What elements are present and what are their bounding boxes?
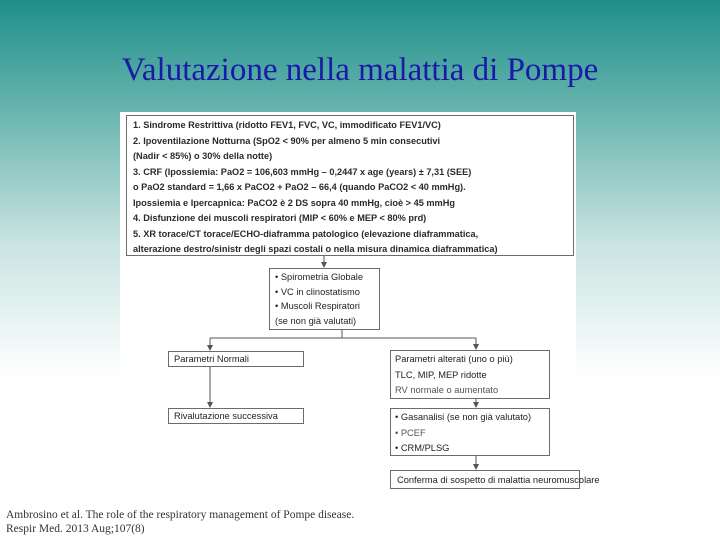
reevaluation-box — [168, 408, 304, 424]
criteria-line: 5. XR torace/CT torace/ECHO-diaframma patologico (elevazione diaframmatica, — [133, 228, 479, 239]
citation-line: Ambrosino et al. The role of the respiratory management of Pompe disease. — [6, 509, 355, 521]
confirmation-box — [390, 470, 600, 489]
criteria-line: Ipossiemia e Ipercapnica: PaCO2 è 2 DS sopra 40 mmHg, cioè > 45 mmHg — [133, 197, 455, 208]
confirmation-label: Conferma di sospetto di malattia neuromuscolare — [397, 475, 600, 485]
citation — [6, 508, 354, 536]
normal-parameters-box — [168, 351, 304, 367]
criteria-line: 1. Sindrome Restrittiva (ridotto FEV1, FVC, VC, immodificato FEV1/VC) — [133, 120, 441, 130]
criteria-line: 4. Disfunzione dei muscoli respiratori (MIP < 60% e MEP < 80% prd) — [133, 213, 427, 223]
further-test-line: • PCEF — [395, 427, 426, 438]
further-test-line: • Gasanalisi (se non già valutato) — [395, 412, 532, 422]
reevaluation-label: Rivalutazione successiva — [174, 411, 278, 421]
slide-title: Valutazione nella malattia di Pompe — [121, 52, 599, 88]
workup-box — [269, 268, 380, 330]
criteria-line: 3. CRF (Ipossiemia: PaO2 = 106,603 mmHg – 0,2447 x age (years) ± 7,31 (SEE) — [133, 166, 472, 177]
altered-line: TLC, MIP, MEP ridotte — [395, 369, 487, 380]
altered-line: RV normale o aumentato — [395, 385, 499, 395]
criteria-line: 2. Ipoventilazione Notturna (SpO2 < 90% per almeno 5 min consecutivi — [133, 135, 441, 146]
further-tests-box — [390, 408, 550, 456]
workup-line: (se non già valutati) — [275, 315, 357, 326]
citation-line: Respir Med. 2013 Aug;107(8) — [6, 523, 145, 535]
further-test-line: • CRM/PLSG — [395, 443, 450, 453]
workup-line: • Muscoli Respiratori — [275, 301, 360, 311]
pompe-evaluation-flowchart — [120, 112, 600, 494]
normal-parameters-label: Parametri Normali — [174, 354, 249, 364]
criteria-box — [126, 115, 574, 256]
altered-parameters-box — [390, 350, 550, 399]
workup-line: • Spirometria Globale — [275, 272, 363, 282]
altered-line: Parametri alterati (uno o più) — [395, 354, 513, 364]
criteria-line: (Nadir < 85%) o 30% della notte) — [133, 151, 273, 161]
criteria-line: alterazione destro/sinistr degli spazi costali o nella misura dinamica diaframmatica) — [133, 244, 498, 254]
workup-line: • VC in clinostatismo — [275, 286, 360, 297]
criteria-line: o PaO2 standard = 1,66 x PaCO2 + PaO2 – 66,4 (quando PaCO2 < 40 mmHg). — [133, 182, 466, 192]
